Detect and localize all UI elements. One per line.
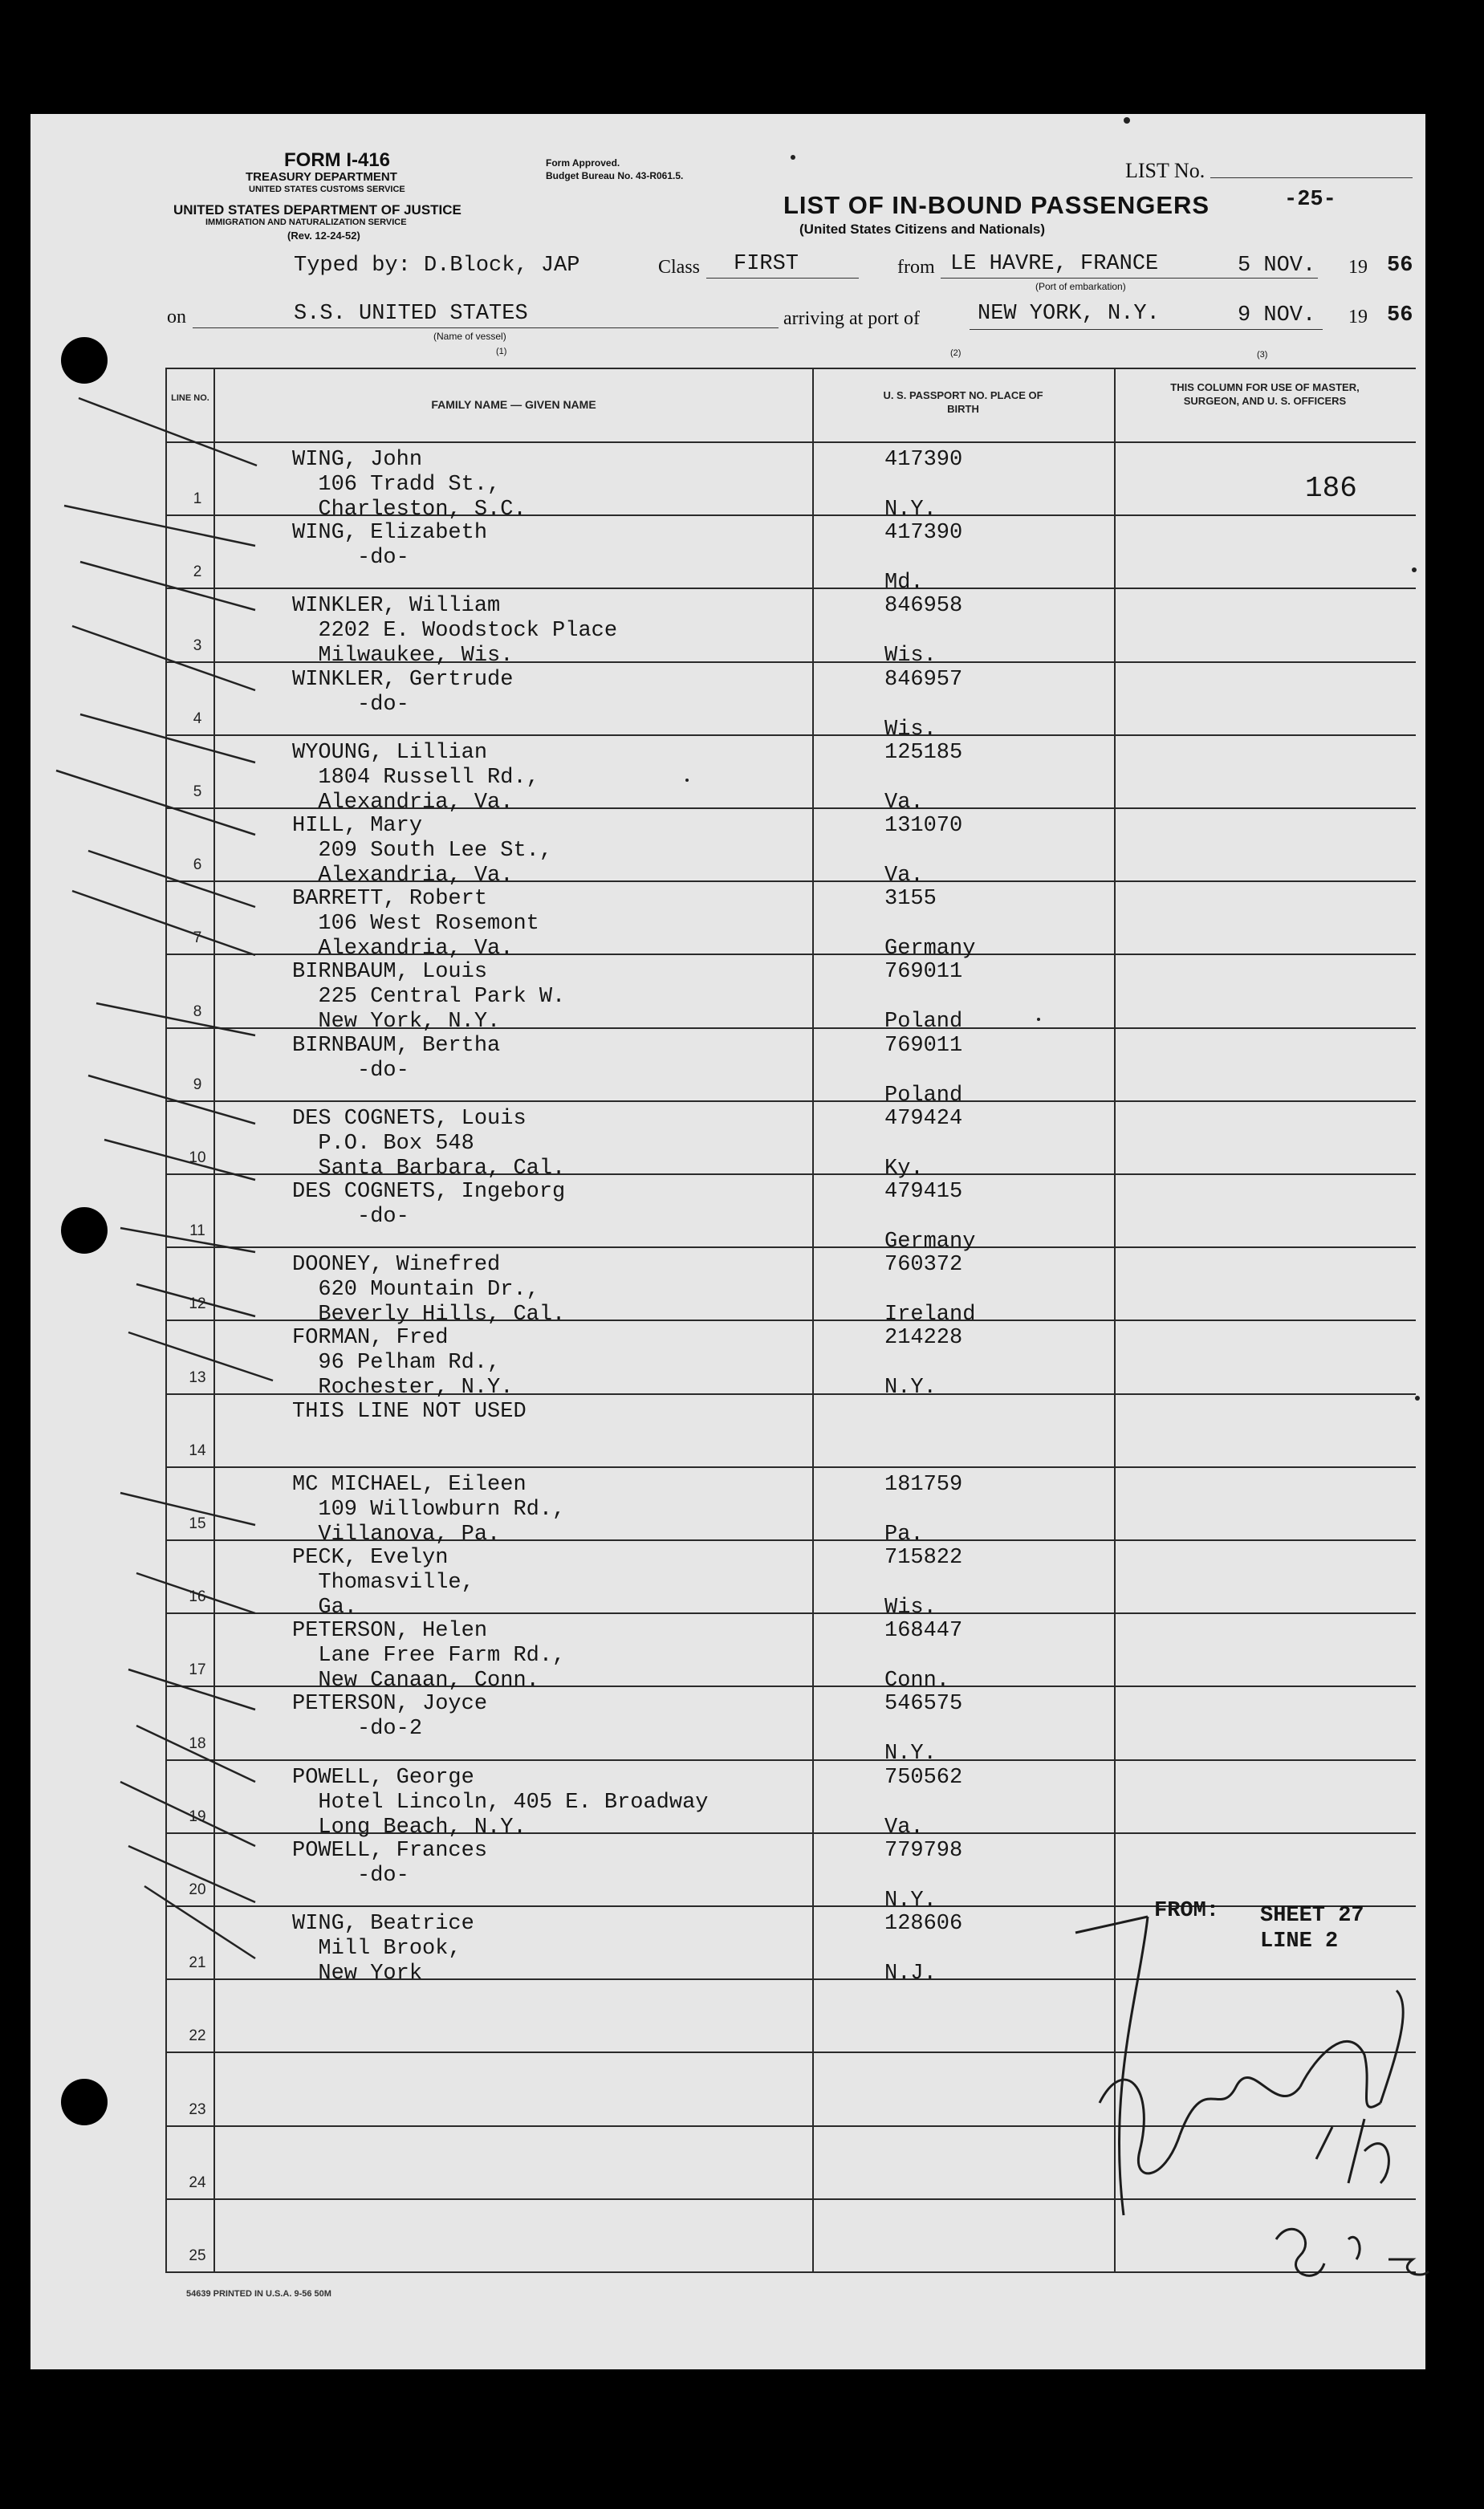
place-of-birth: N.Y. — [884, 1889, 937, 1913]
passenger-name: WINKLER, William — [292, 594, 501, 618]
passport-number: 769011 — [884, 1034, 963, 1058]
passenger-address-line: 225 Central Park W. — [292, 985, 566, 1009]
place-of-birth: Pa. — [884, 1523, 924, 1547]
col3-number: (3) — [1257, 350, 1268, 360]
form-number: FORM I-416 — [284, 149, 391, 171]
line-number: 23 — [189, 2101, 206, 2118]
col-header-officers: THIS COLUMN FOR USE OF MASTER, SURGEON, AND U. S. OFFICERS — [1170, 381, 1360, 407]
place-of-birth: Md. — [884, 571, 924, 595]
form-approved: Form Approved. — [546, 157, 620, 169]
passenger-address-line: -do- — [292, 1205, 409, 1229]
place-of-birth: Va. — [884, 864, 924, 888]
officer-signature — [1075, 1917, 1429, 2275]
depart-year: 56 — [1387, 254, 1413, 278]
vessel-name: S.S. UNITED STATES — [294, 302, 528, 326]
passenger-name: PETERSON, Joyce — [292, 1692, 488, 1716]
place-of-birth: N.Y. — [884, 1376, 937, 1400]
passenger-address-line: 1804 Russell Rd., — [292, 766, 539, 790]
passenger-address-line: Alexandria, Va. — [292, 864, 514, 888]
passenger-address-line: Lane Free Farm Rd., — [292, 1644, 566, 1668]
line-number: 16 — [189, 1588, 206, 1605]
line-number: 5 — [193, 783, 202, 800]
line-number: 17 — [189, 1661, 206, 1678]
passenger-name: POWELL, George — [292, 1766, 474, 1790]
place-of-birth: Ky. — [884, 1157, 924, 1181]
passenger-address-line: 96 Pelham Rd., — [292, 1351, 501, 1375]
passenger-address-line: 209 South Lee St., — [292, 839, 553, 863]
passenger-address-line: New York — [292, 1962, 423, 1986]
passenger-name: PECK, Evelyn — [292, 1546, 449, 1570]
place-of-birth: Conn. — [884, 1669, 950, 1693]
place-of-birth: Poland — [884, 1010, 963, 1034]
passenger-address-line: Ga. — [292, 1596, 358, 1620]
arrival-year: 56 — [1387, 303, 1413, 327]
transfer-from-label: FROM: — [1154, 1899, 1220, 1923]
passenger-name: MC MICHAEL, Eileen — [292, 1473, 527, 1497]
treasury-dept: TREASURY DEPARTMENT — [246, 170, 397, 184]
col-header-passport: U. S. PASSPORT NO. PLACE OF BIRTH — [883, 389, 1043, 415]
passenger-address-line: Alexandria, Va. — [292, 937, 514, 961]
line-number: 19 — [189, 1808, 206, 1825]
budget-number: Budget Bureau No. 43-R061.5. — [546, 170, 684, 181]
place-of-birth: Germany — [884, 937, 976, 961]
passport-number: 779798 — [884, 1839, 963, 1863]
line-number: 9 — [193, 1076, 202, 1093]
passenger-address-line: Long Beach, N.Y. — [292, 1816, 527, 1840]
passport-number: 131070 — [884, 814, 963, 838]
tick-marks — [56, 398, 273, 1958]
line-number: 14 — [189, 1442, 206, 1459]
line-number: 4 — [193, 710, 202, 727]
place-of-birth: N.Y. — [884, 498, 937, 522]
officer-count: 186 — [1305, 472, 1357, 505]
margin-dots — [685, 117, 1420, 1401]
place-of-birth: Wis. — [884, 1596, 937, 1620]
passport-number: 846957 — [884, 668, 963, 692]
passenger-address-line: 620 Mountain Dr., — [292, 1278, 539, 1302]
passenger-address-line: Rochester, N.Y. — [292, 1376, 514, 1400]
line-number: 18 — [189, 1735, 206, 1752]
line-number: 20 — [189, 1881, 206, 1898]
passenger-address-line: New Canaan, Conn. — [292, 1669, 539, 1693]
line-number: 1 — [193, 490, 202, 507]
transfer-line: LINE 2 — [1260, 1930, 1339, 1954]
depart-date: 5 NOV. — [1238, 254, 1316, 278]
passenger-name: BIRNBAUM, Bertha — [292, 1034, 501, 1058]
vessel-col-num: (1) — [496, 347, 507, 356]
passport-number: 214228 — [884, 1326, 963, 1350]
passenger-address-line: 2202 E. Woodstock Place — [292, 619, 618, 643]
on-label: on — [167, 307, 186, 327]
passenger-address-line: Milwaukee, Wis. — [292, 644, 514, 668]
passenger-address-line: Alexandria, Va. — [292, 791, 514, 815]
customs-service: UNITED STATES CUSTOMS SERVICE — [249, 185, 405, 194]
line-number: 8 — [193, 1003, 202, 1020]
justice-dept: UNITED STATES DEPARTMENT OF JUSTICE — [173, 202, 461, 218]
passenger-address-line: -do- — [292, 1864, 409, 1888]
class-label: Class — [658, 257, 701, 278]
arrival-port: NEW YORK, N.Y. — [978, 302, 1160, 326]
passenger-name: POWELL, Frances — [292, 1839, 488, 1863]
line-number: 21 — [189, 1954, 206, 1971]
line-number: 12 — [189, 1295, 206, 1312]
arrival-year-prefix: 19 — [1348, 307, 1368, 327]
passenger-address-line: P.O. Box 548 — [292, 1132, 474, 1156]
passport-number: 846958 — [884, 594, 963, 618]
passport-number: 125185 — [884, 741, 963, 765]
col2-number: (2) — [950, 348, 962, 358]
place-of-birth: Poland — [884, 1084, 963, 1108]
passenger-name: WING, Beatrice — [292, 1912, 474, 1936]
line-number: 10 — [189, 1149, 206, 1166]
passenger-name: PETERSON, Helen — [292, 1619, 488, 1643]
passport-number: 479415 — [884, 1180, 963, 1204]
passenger-address-line: 106 Tradd St., — [292, 473, 501, 497]
depart-year-prefix: 19 — [1348, 257, 1368, 278]
passenger-address-line: -do- — [292, 546, 409, 570]
passport-number: 479424 — [884, 1107, 963, 1131]
passenger-address-line: -do-2 — [292, 1717, 423, 1741]
passport-number: 417390 — [884, 521, 963, 545]
printer-imprint: 54639 PRINTED IN U.S.A. 9-56 50M — [186, 2289, 331, 2299]
line-number: 24 — [189, 2174, 206, 2191]
list-title: LIST OF IN-BOUND PASSENGERS — [783, 191, 1210, 219]
passenger-address-line: -do- — [292, 1059, 409, 1083]
line-number: 22 — [189, 2027, 206, 2044]
line-number: 11 — [189, 1222, 205, 1239]
arrival-date: 9 NOV. — [1238, 303, 1316, 327]
passenger-name: DOONEY, Winefred — [292, 1253, 501, 1277]
passenger-address-line: Santa Barbara, Cal. — [292, 1157, 566, 1181]
place-of-birth: Germany — [884, 1230, 976, 1254]
passenger-name: DES COGNETS, Ingeborg — [292, 1180, 566, 1204]
col-header-line-no: LINE NO. — [171, 393, 209, 403]
place-of-birth: N.J. — [884, 1962, 937, 1986]
passenger-name: THIS LINE NOT USED — [292, 1400, 527, 1424]
passport-number: 417390 — [884, 448, 963, 472]
class-value: FIRST — [734, 252, 799, 276]
passenger-name: BARRETT, Robert — [292, 887, 488, 911]
passport-number: 168447 — [884, 1619, 963, 1643]
passport-number: 750562 — [884, 1766, 963, 1790]
passenger-address-line: 106 West Rosemont — [292, 912, 539, 936]
ins-line: IMMIGRATION AND NATURALIZATION SERVICE — [205, 218, 407, 227]
passport-number: 546575 — [884, 1692, 963, 1716]
passenger-name: WINKLER, Gertrude — [292, 668, 514, 692]
list-subtitle: (United States Citizens and Nationals) — [799, 222, 1046, 237]
passenger-name: WING, John — [292, 448, 423, 472]
list-no-label: LIST No. — [1125, 159, 1205, 182]
place-of-birth: Wis. — [884, 644, 937, 668]
passenger-address-line: Charleston, S.C. — [292, 498, 527, 522]
passenger-name: WYOUNG, Lillian — [292, 741, 488, 765]
line-number: 3 — [193, 637, 202, 654]
passport-number: 3155 — [884, 887, 937, 911]
passenger-address-line: -do- — [292, 693, 409, 717]
passenger-name: HILL, Mary — [292, 814, 423, 838]
passenger-name: DES COGNETS, Louis — [292, 1107, 527, 1131]
passport-number: 128606 — [884, 1912, 963, 1936]
passport-number: 181759 — [884, 1473, 963, 1497]
transfer-sheet: SHEET 27 — [1260, 1904, 1364, 1928]
place-of-birth: N.Y. — [884, 1742, 937, 1766]
from-label: from — [897, 257, 935, 278]
col-header-name: FAMILY NAME — GIVEN NAME — [431, 398, 596, 411]
line-number: 13 — [189, 1369, 206, 1386]
place-of-birth: Wis. — [884, 718, 937, 742]
place-of-birth: Va. — [884, 1816, 924, 1840]
passenger-address-line: Villanova, Pa. — [292, 1523, 501, 1547]
passport-number: 715822 — [884, 1546, 963, 1570]
passenger-address-line: Beverly Hills, Cal. — [292, 1303, 566, 1327]
embark-caption: (Port of embarkation) — [1035, 281, 1126, 292]
passport-number: 760372 — [884, 1253, 963, 1277]
list-no-value: -25- — [1284, 188, 1336, 212]
revision: (Rev. 12-24-52) — [287, 230, 360, 242]
typed-by: Typed by: D.Block, JAP — [294, 254, 580, 278]
passenger-name: FORMAN, Fred — [292, 1326, 449, 1350]
passenger-address-line: Hotel Lincoln, 405 E. Broadway — [292, 1791, 709, 1815]
place-of-birth: Va. — [884, 791, 924, 815]
line-number: 15 — [189, 1515, 206, 1532]
place-of-birth: Ireland — [884, 1303, 976, 1327]
passenger-address-line: New York, N.Y. — [292, 1010, 501, 1034]
line-number: 25 — [189, 2247, 206, 2264]
vessel-caption: (Name of vessel) — [433, 331, 506, 342]
from-value: LE HAVRE, FRANCE — [950, 252, 1159, 276]
passport-number: 769011 — [884, 960, 963, 984]
passenger-address-line: Thomasville, — [292, 1571, 474, 1595]
line-number: 7 — [193, 929, 202, 946]
passenger-name: BIRNBAUM, Louis — [292, 960, 488, 984]
passenger-address-line: Mill Brook, — [292, 1937, 461, 1961]
line-number: 6 — [193, 856, 202, 873]
passenger-name: WING, Elizabeth — [292, 521, 488, 545]
arriving-label: arriving at port of — [783, 308, 920, 329]
line-number: 2 — [193, 563, 202, 580]
passenger-address-line: 109 Willowburn Rd., — [292, 1498, 566, 1522]
